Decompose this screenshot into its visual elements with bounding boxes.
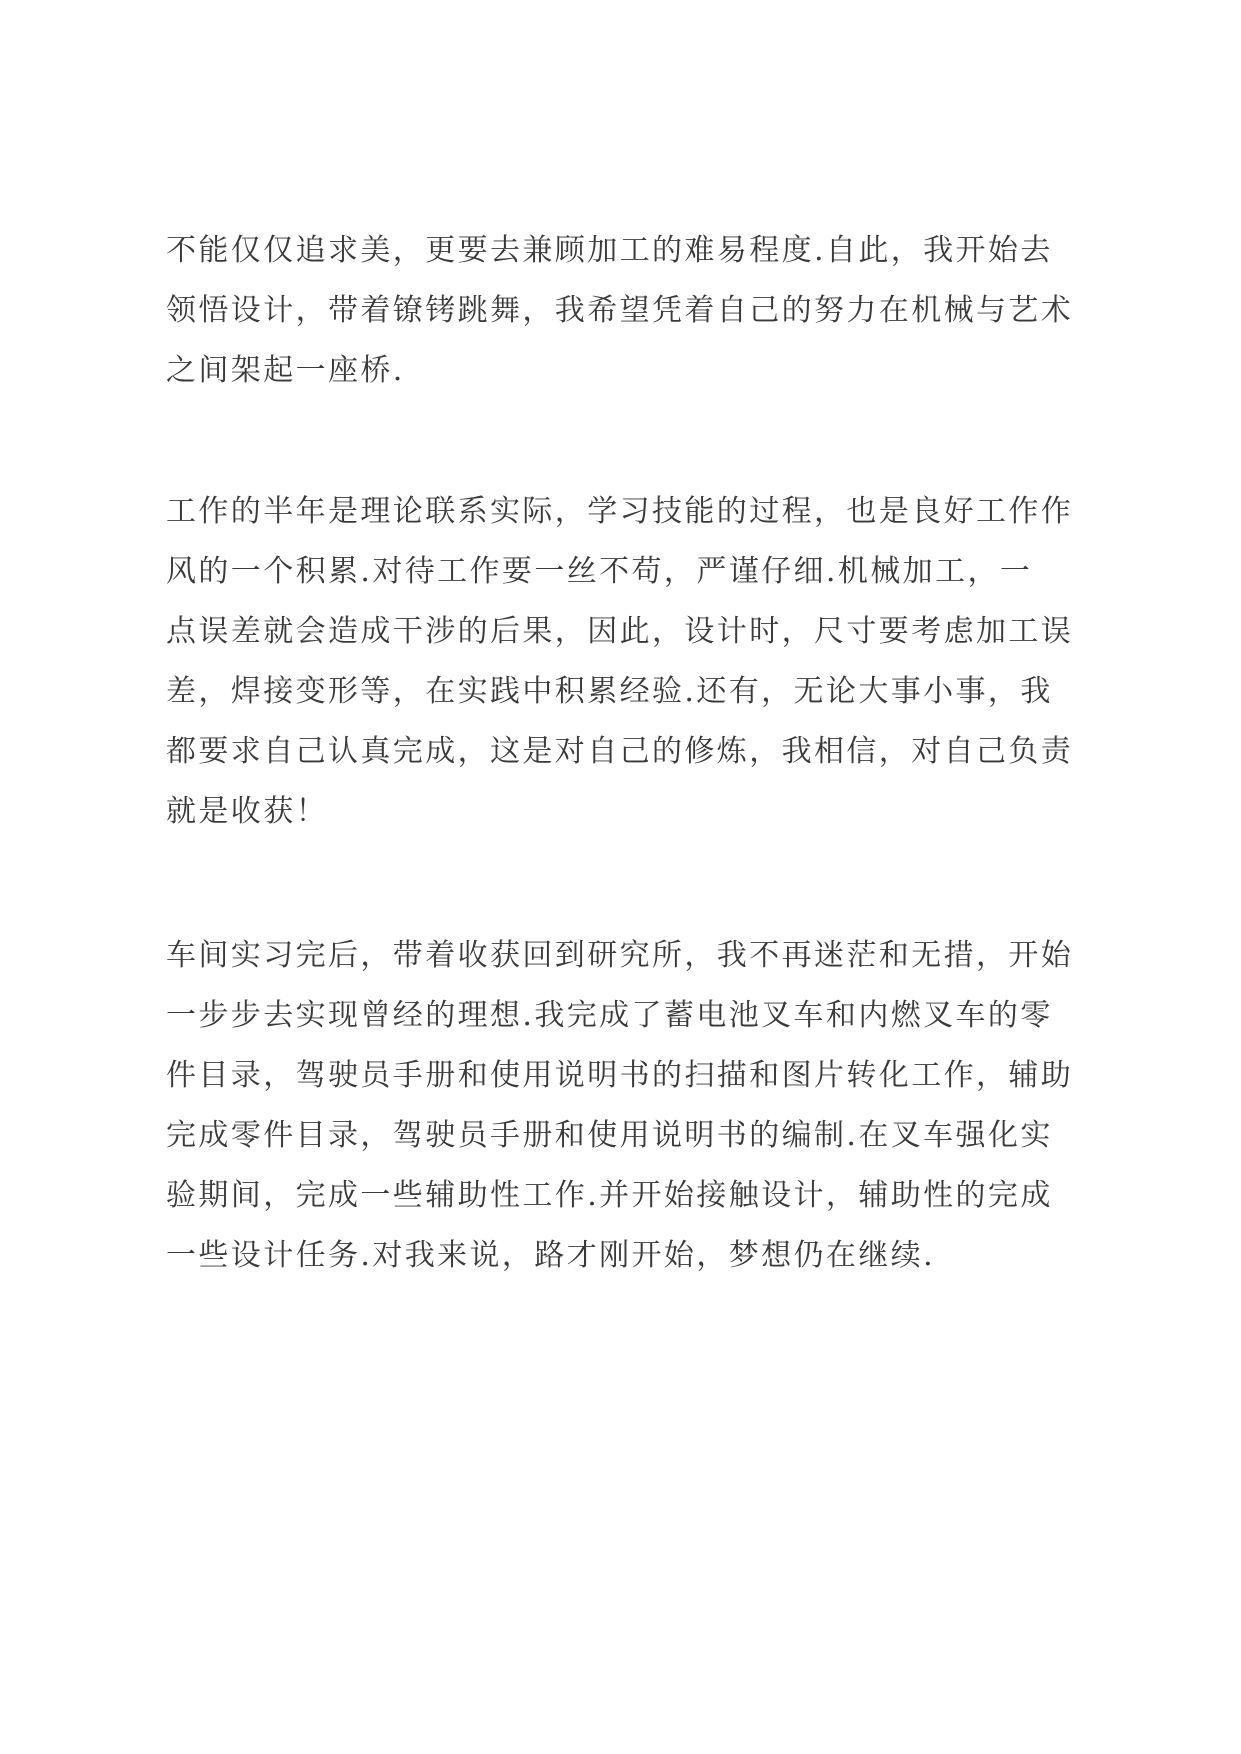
text-line: 不能仅仅追求美，更要去兼顾加工的难易程度.自此，我开始去	[166, 233, 1053, 268]
text-line: 件目录，驾驶员手册和使用说明书的扫描和图片转化工作，辅助	[166, 1058, 1074, 1093]
text-line: 一些设计任务.对我来说，路才刚开始，梦想仍在继续.	[166, 1238, 936, 1273]
text-line: 领悟设计，带着镣铐跳舞，我希望凭着自己的努力在机械与艺术	[166, 293, 1074, 328]
text-line: 差，焊接变形等，在实践中积累经验.还有，无论大事小事，我	[166, 674, 1053, 709]
text-line: 就是收获！	[166, 794, 328, 829]
text-line: 完成零件目录，驾驶员手册和使用说明书的编制.在叉车强化实	[166, 1118, 1053, 1153]
text-line: 验期间，完成一些辅助性工作.并开始接触设计，辅助性的完成	[166, 1178, 1053, 1213]
text-line: 都要求自己认真完成，这是对自己的修炼，我相信，对自己负责	[166, 734, 1074, 769]
paragraph-2	[166, 482, 1096, 842]
text-line: 工作的半年是理论联系实际，学习技能的过程，也是良好工作作	[166, 494, 1074, 529]
text-line: 风的一个积累.对待工作要一丝不苟，严谨仔细.机械加工，一	[166, 554, 1033, 589]
paragraph-3	[166, 926, 1096, 1286]
paragraph-1	[166, 221, 1096, 401]
text-line: 车间实习完后，带着收获回到研究所，我不再迷茫和无措，开始	[166, 938, 1074, 973]
text-line: 一步步去实现曾经的理想.我完成了蓄电池叉车和内燃叉车的零	[166, 998, 1053, 1033]
text-line: 之间架起一座桥.	[166, 353, 405, 388]
text-line: 点误差就会造成干涉的后果，因此，设计时，尺寸要考虑加工误	[166, 614, 1074, 649]
